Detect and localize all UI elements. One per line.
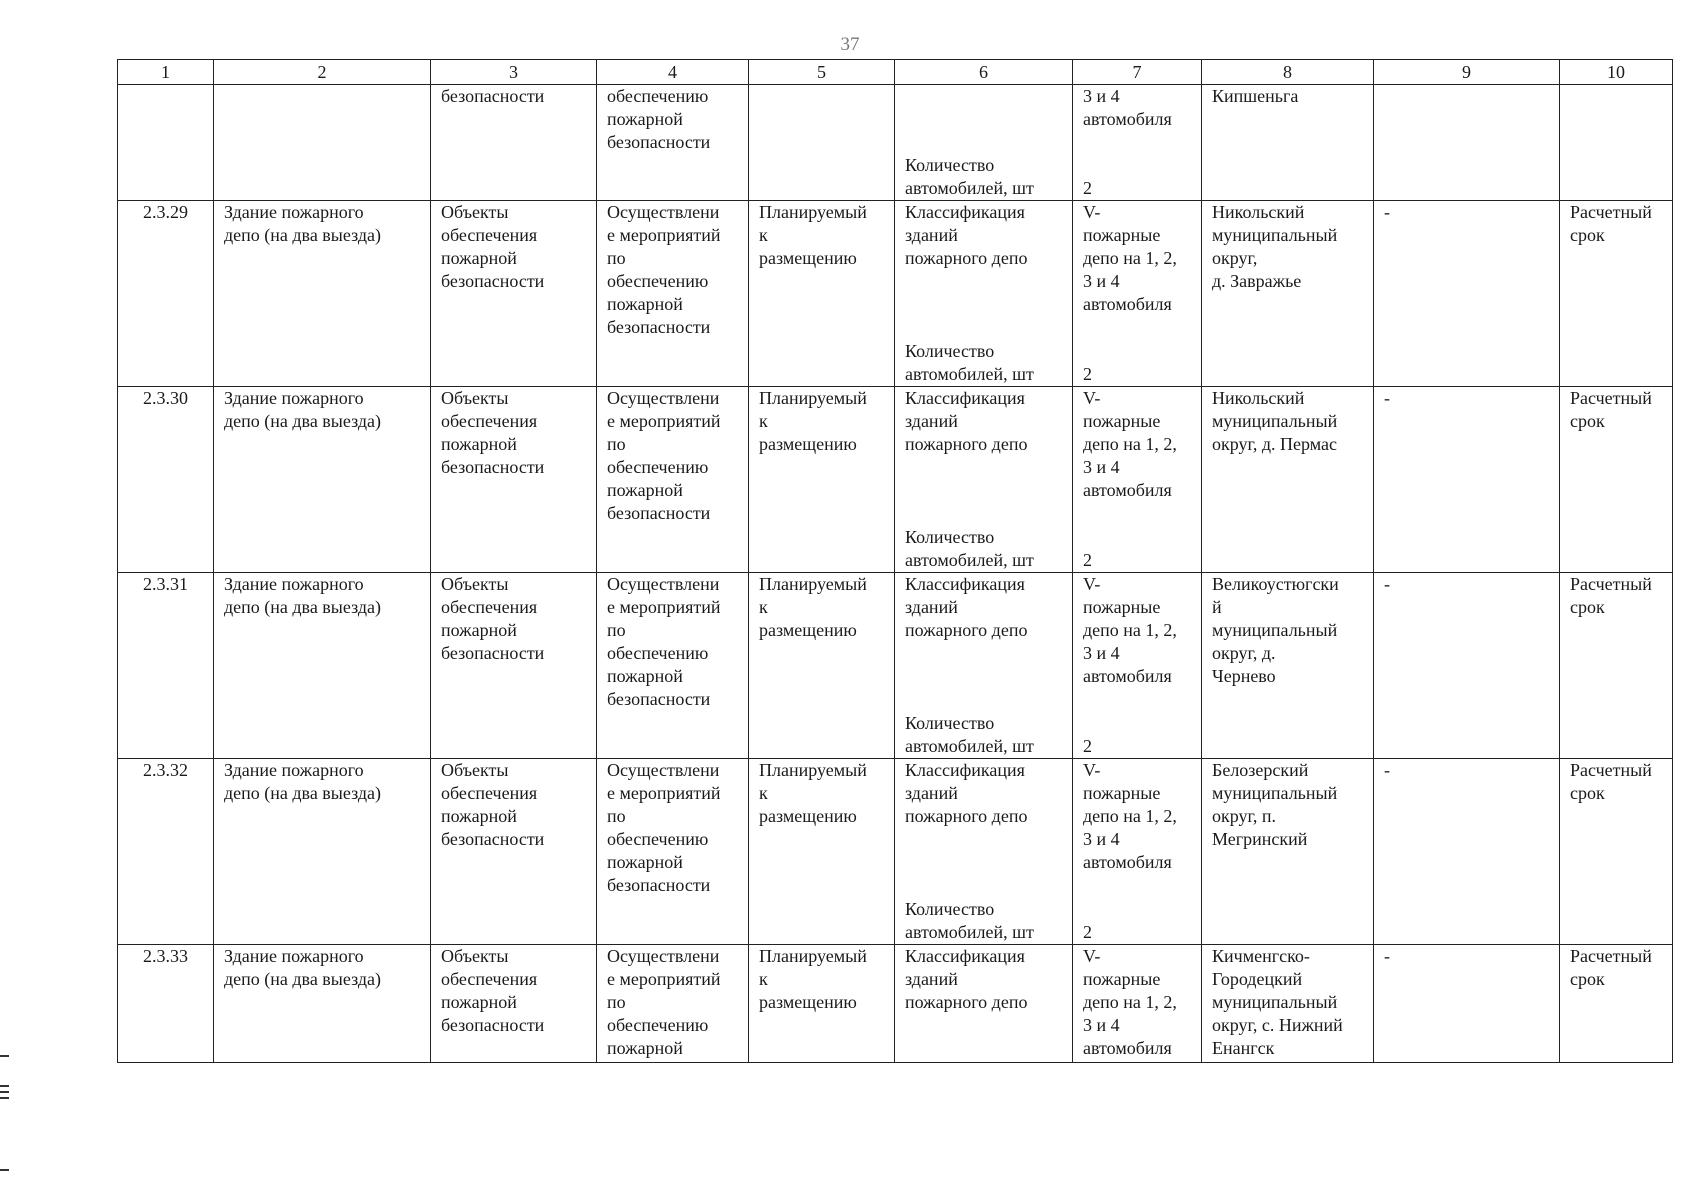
table-row <box>118 573 1673 759</box>
characteristic-bottom: Количество автомобилей, шт <box>905 899 1034 942</box>
cell-value <box>1073 573 1202 759</box>
value-bottom: 2 <box>1083 550 1092 570</box>
cell-zone: - <box>1374 759 1560 945</box>
cell-characteristic <box>895 945 1073 1063</box>
cell-location: Кичменгско- Городецкий муниципальный округ, с. Нижний Енангск <box>1202 945 1374 1063</box>
cell-purpose: Осуществлени е мероприятий по обеспечению пожарной безопасности <box>597 759 749 945</box>
characteristic-top: Классификация зданий пожарного депо <box>905 760 1028 826</box>
cell-location: Великоустюгски й муниципальный округ, д. Чернево <box>1202 573 1374 759</box>
table-row <box>118 387 1673 573</box>
cell-status: Планируемый к размещению <box>749 945 895 1063</box>
cell-location: Белозерский муниципальный округ, п. Мегринский <box>1202 759 1374 945</box>
margin-mark <box>0 1085 9 1087</box>
characteristic-bottom: Количество автомобилей, шт <box>905 713 1034 756</box>
table-row <box>118 201 1673 387</box>
header-cell: 8 <box>1202 60 1374 85</box>
value-top: 3 и 4 автомобиля <box>1083 86 1172 129</box>
cell-num: 2.3.29 <box>118 201 214 387</box>
cell-status: Планируемый к размещению <box>749 759 895 945</box>
cell-status: Планируемый к размещению <box>749 387 895 573</box>
cell-name: Здание пожарного депо (на два выезда) <box>214 759 431 945</box>
value-top: V- пожарные депо на 1, 2, 3 и 4 автомобиля <box>1083 946 1177 1058</box>
cell-location: Кипшеньга <box>1202 85 1374 201</box>
table-row <box>118 759 1673 945</box>
cell-purpose: Осуществлени е мероприятий по обеспечению пожарной безопасности <box>597 387 749 573</box>
cell-name: Здание пожарного депо (на два выезда) <box>214 945 431 1063</box>
characteristic-top: Классификация зданий пожарного депо <box>905 574 1028 640</box>
cell-name <box>214 85 431 201</box>
cell-term <box>1560 85 1673 201</box>
margin-mark <box>0 1091 9 1093</box>
cell-name: Здание пожарного депо (на два выезда) <box>214 201 431 387</box>
cell-purpose: обеспечению пожарной безопасности <box>597 85 749 201</box>
value-bottom: 2 <box>1083 922 1092 942</box>
cell-status: Планируемый к размещению <box>749 573 895 759</box>
cell-zone: - <box>1374 201 1560 387</box>
cell-term: Расчетный срок <box>1560 945 1673 1063</box>
cell-value <box>1073 759 1202 945</box>
cell-type: Объекты обеспечения пожарной безопасности <box>431 387 597 573</box>
header-cell: 9 <box>1374 60 1560 85</box>
cell-purpose: Осуществлени е мероприятий по обеспечению пожарной <box>597 945 749 1063</box>
cell-zone <box>1374 85 1560 201</box>
cell-location: Никольский муниципальный округ, д. Пермас <box>1202 387 1374 573</box>
cell-value <box>1073 945 1202 1063</box>
cell-term: Расчетный срок <box>1560 573 1673 759</box>
margin-mark <box>0 1055 9 1057</box>
cell-purpose: Осуществлени е мероприятий по обеспечению пожарной безопасности <box>597 573 749 759</box>
cell-characteristic <box>895 85 1073 201</box>
cell-value <box>1073 85 1202 201</box>
cell-status: Планируемый к размещению <box>749 201 895 387</box>
cell-type: Объекты обеспечения пожарной безопасности <box>431 759 597 945</box>
cell-characteristic <box>895 201 1073 387</box>
header-cell: 3 <box>431 60 597 85</box>
value-top: V- пожарные депо на 1, 2, 3 и 4 автомобиля <box>1083 202 1177 314</box>
header-cell: 7 <box>1073 60 1202 85</box>
header-cell: 10 <box>1560 60 1673 85</box>
characteristic-top: Классификация зданий пожарного депо <box>905 388 1028 454</box>
cell-num: 2.3.30 <box>118 387 214 573</box>
cell-status <box>749 85 895 201</box>
cell-type: Объекты обеспечения пожарной безопасности <box>431 573 597 759</box>
value-bottom: 2 <box>1083 364 1092 384</box>
value-top: V- пожарные депо на 1, 2, 3 и 4 автомобиля <box>1083 760 1177 872</box>
cell-characteristic <box>895 387 1073 573</box>
cell-name: Здание пожарного депо (на два выезда) <box>214 573 431 759</box>
cell-num: 2.3.31 <box>118 573 214 759</box>
table-row <box>118 945 1673 1063</box>
cell-type: безопасности <box>431 85 597 201</box>
margin-mark <box>0 1097 9 1099</box>
characteristic-bottom: Количество автомобилей, шт <box>905 155 1034 198</box>
characteristic-bottom: Количество автомобилей, шт <box>905 527 1034 570</box>
cell-value <box>1073 201 1202 387</box>
header-cell: 2 <box>214 60 431 85</box>
cell-value <box>1073 387 1202 573</box>
cell-purpose: Осуществлени е мероприятий по обеспечению пожарной безопасности <box>597 201 749 387</box>
characteristic-top: Классификация зданий пожарного депо <box>905 946 1028 1012</box>
header-cell: 6 <box>895 60 1073 85</box>
header-cell: 1 <box>118 60 214 85</box>
header-cell: 4 <box>597 60 749 85</box>
planning-table <box>117 59 1673 1063</box>
header-row <box>118 60 1673 85</box>
cell-term: Расчетный срок <box>1560 759 1673 945</box>
characteristic-top: Классификация зданий пожарного депо <box>905 202 1028 268</box>
cell-term: Расчетный срок <box>1560 201 1673 387</box>
cell-num: 2.3.32 <box>118 759 214 945</box>
cell-zone: - <box>1374 573 1560 759</box>
cell-characteristic <box>895 759 1073 945</box>
cell-characteristic <box>895 573 1073 759</box>
cell-type: Объекты обеспечения пожарной безопасности <box>431 945 597 1063</box>
characteristic-bottom: Количество автомобилей, шт <box>905 341 1034 384</box>
cell-zone: - <box>1374 387 1560 573</box>
value-top: V- пожарные депо на 1, 2, 3 и 4 автомобиля <box>1083 388 1177 500</box>
value-top: V- пожарные депо на 1, 2, 3 и 4 автомобиля <box>1083 574 1177 686</box>
cell-term: Расчетный срок <box>1560 387 1673 573</box>
cell-type: Объекты обеспечения пожарной безопасности <box>431 201 597 387</box>
cell-location: Никольский муниципальный округ, д. Завражье <box>1202 201 1374 387</box>
margin-mark <box>0 1169 9 1171</box>
continuation-row <box>118 85 1673 201</box>
page-number: 37 <box>840 34 860 55</box>
value-bottom: 2 <box>1083 736 1092 756</box>
cell-num: 2.3.33 <box>118 945 214 1063</box>
value-bottom: 2 <box>1083 178 1092 198</box>
cell-name: Здание пожарного депо (на два выезда) <box>214 387 431 573</box>
cell-num <box>118 85 214 201</box>
header-cell: 5 <box>749 60 895 85</box>
cell-zone: - <box>1374 945 1560 1063</box>
